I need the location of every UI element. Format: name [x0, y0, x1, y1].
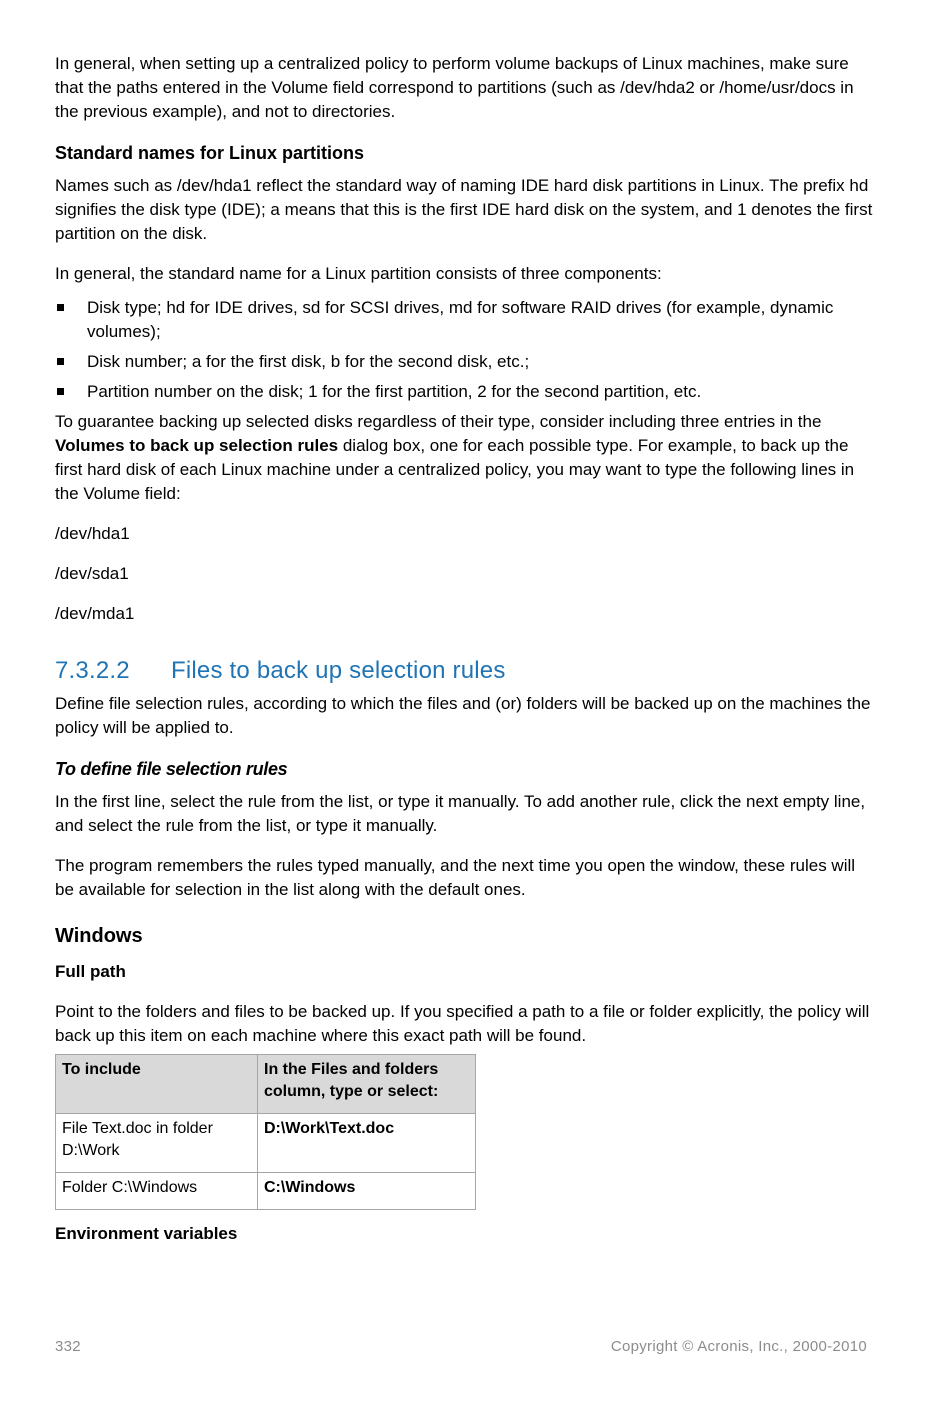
section-paragraph-3: The program remembers the rules typed manually, and the next time you open the window, these rules will be available for selection in the list along with the default ones.: [55, 856, 856, 899]
intro-paragraph: In general, when setting up a centralized policy to perform volume backups of Linux machines, make sure that the paths entered in the Volume field correspond to partitions (such as /dev/hda2 or /home/usr/docs in the previous example), and not to directories.: [55, 54, 854, 121]
bullet-square-icon: [57, 388, 64, 395]
table-cell: C:\Windows: [258, 1173, 476, 1210]
table-cell: D:\Work\Text.doc: [258, 1114, 476, 1173]
table-header-cell: To include: [56, 1055, 258, 1114]
full-path-paragraph: Point to the folders and files to be backed up. If you specified a path to a file or folder explicitly, the policy will back up this item on each machine where this exact path will be found.: [55, 1002, 870, 1045]
list-item: [55, 380, 875, 404]
full-path-heading: Full path: [55, 962, 126, 981]
table-cell: Folder C:\Windows: [56, 1173, 258, 1210]
table-header-row: [56, 1055, 476, 1114]
linux-names-paragraph-2: In general, the standard name for a Linux partition consists of three components:: [55, 264, 662, 283]
table-row: [56, 1173, 476, 1210]
list-item-text: Disk type; hd for IDE drives, sd for SCSI drives, md for software RAID drives (for example, dynamic volumes);: [87, 298, 834, 341]
list-item: [55, 350, 875, 374]
section-paragraph-1: Define file selection rules, according to which the files and (or) folders will be backed up on the machines the policy will be applied to.: [55, 694, 871, 737]
linux-names-paragraph-3: [55, 410, 875, 506]
list-item-text: Disk number; a for the first disk, b for the second disk, etc.;: [87, 352, 530, 371]
linux-names-heading: Standard names for Linux partitions: [55, 143, 365, 163]
linux-names-paragraph-1: Names such as /dev/hda1 reflect the standard way of naming IDE hard disk partitions in Linux. The prefix hd signifies the disk type (IDE); a means that this is the first IDE hard disk on the system, and 1 denotes the first partition on the disk.: [55, 176, 873, 243]
bullet-square-icon: [57, 304, 64, 311]
list-item-text: Partition number on the disk; 1 for the first partition, 2 for the second partition, etc.: [87, 382, 702, 401]
path-line: /dev/mda1: [55, 604, 135, 623]
document-page: [55, 52, 875, 1246]
copyright-notice: Copyright © Acronis, Inc., 2000-2010: [610, 1338, 867, 1355]
section-number: 7.3.2.2: [55, 657, 130, 684]
page-footer: [55, 1338, 867, 1355]
path-line: /dev/hda1: [55, 524, 130, 543]
partition-components-list: [55, 296, 875, 404]
para3-text-before: To guarantee backing up selected disks regardless of their type, consider including three entries in the: [55, 412, 822, 431]
full-path-table: [55, 1054, 476, 1210]
page-number: 332: [55, 1338, 81, 1355]
environment-variables-heading: Environment variables: [55, 1224, 238, 1243]
windows-heading: Windows: [55, 925, 143, 947]
para3-text-after: dialog box, one for each possible type. For example, to back up the first hard disk of each Linux machine under a centralized policy, you may want to type the following lines in the Volume field:: [55, 436, 855, 503]
volumes-selection-rules-term: Volumes to back up selection rules: [55, 436, 339, 455]
table-header-cell: In the Files and folders column, type or select:: [258, 1055, 476, 1114]
list-item: [55, 296, 875, 344]
table-cell: File Text.doc in folder D:\Work: [56, 1114, 258, 1173]
path-line: /dev/sda1: [55, 564, 129, 583]
section-heading: [55, 654, 875, 688]
section-paragraph-2: In the first line, select the rule from the list, or type it manually. To add another rule, click the next empty line, and select the rule from the list, or type it manually.: [55, 792, 866, 835]
define-rules-subheading: To define file selection rules: [55, 759, 288, 779]
section-title: Files to back up selection rules: [171, 657, 506, 684]
table-row: [56, 1114, 476, 1173]
bullet-square-icon: [57, 358, 64, 365]
